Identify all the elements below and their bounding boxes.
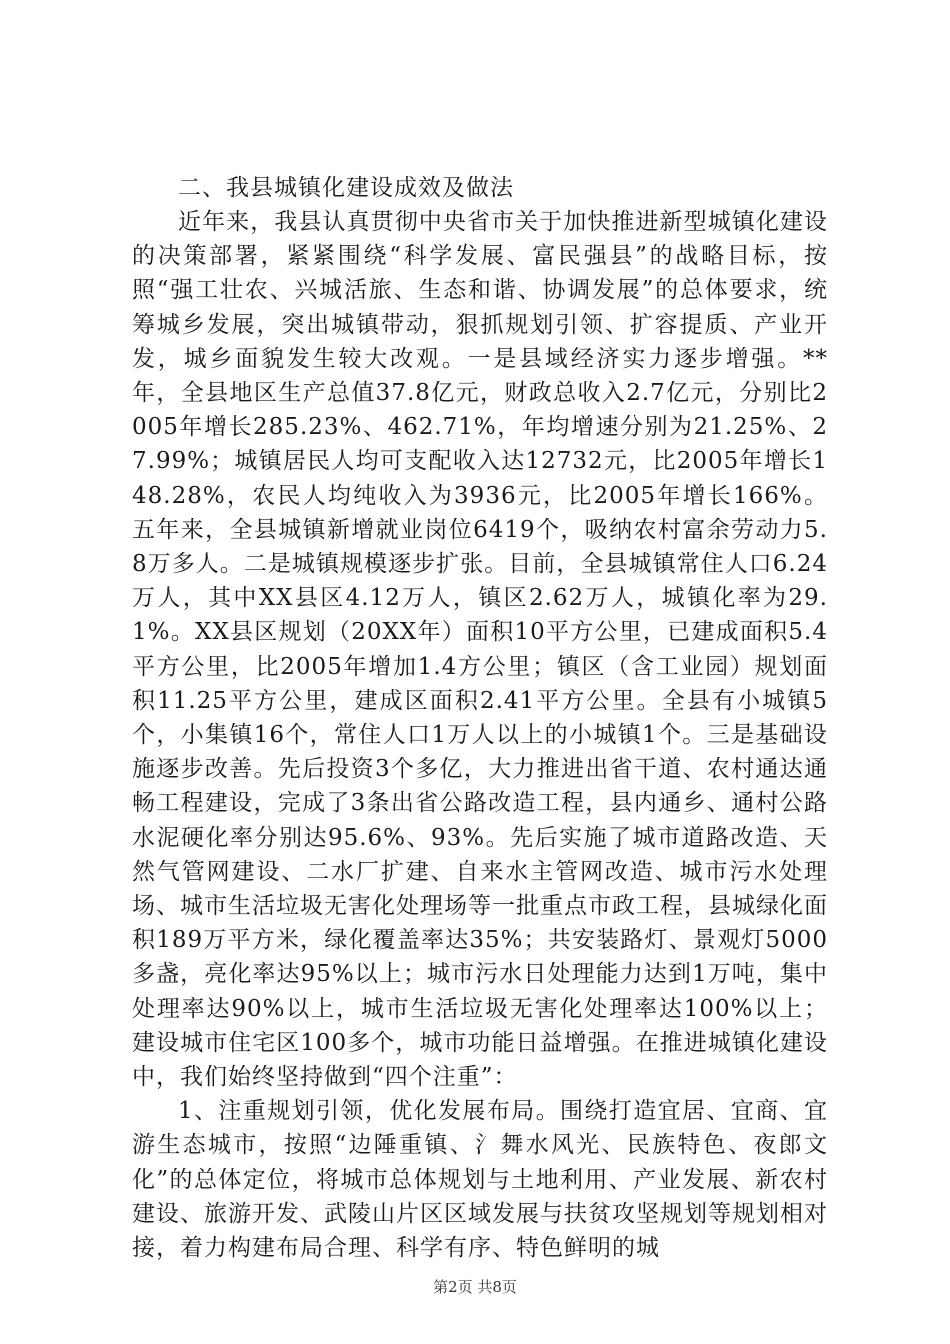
paragraph-planning: 1、注重规划引领，优化发展布局。围绕打造宜居、宜商、宜游生态城市，按照“边陲重镇、氵舞水风光、民族特色、夜郎文化”的总体定位，将城市总体规划与土地利用、产业发展、新农村建设、旅游开发、武陵山片区区域发展与扶贫攻坚规划等规划相对接，着力构建布局合理、科学有序、特色鲜明的城 (132, 1098, 828, 1262)
document-body (132, 172, 828, 1265)
page-footer: 第2页 共8页 (433, 1278, 517, 1296)
paragraph-overview: 近年来，我县认真贯彻中央省市关于加快推进新型城镇化建设的决策部署，紧紧围绕“科学发展、富民强县”的战略目标，按照“强工壮农、兴城活旅、生态和谐、协调发展”的总体要求，统筹城乡发展，突出城镇带动，狠抓规划引领、扩容提质、产业开发，城乡面貌发生较大改观。一是县域经济实力逐步增强。**年，全县地区生产总值37.8亿元，财政总收入2.7亿元，分别比2005年增长285.23%、462.71%，年均增速分别为21.25%、27.99%；城镇居民人均可支配收入达12732元，比2005年增长148.28%，农民人均纯收入为3936元，比2005年增长166%。五年来，全县城镇新增就业岗位6419个，吸纳农村富余劳动力5.8万多人。二是城镇规模逐步扩张。目前，全县城镇常住人口6.24万人，其中XX县区4.12万人，镇区2.62万人，城镇化率为29.1%。XX县区规划（20XX年）面积10平方公里，已建成面积5.4平方公里，比2005年增加1.4方公里；镇区（含工业园）规划面积11.25平方公里，建成区面积2.41平方公里。全县有小城镇5个，小集镇16个，常住人口1万人以上的小城镇1个。三是基础设施逐步改善。先后投资3个多亿，大力推进出省干道、农村通达通畅工程建设，完成了3条出省公路改造工程，县内通乡、通村公路水泥硬化率分别达95.6%、93%。先后实施了城市道路改造、天然气管网建设、二水厂扩建、自来水主管网改造、城市污水处理场、城市生活垃圾无害化处理场等一批重点市政工程，县城绿化面积189万平方米，绿化覆盖率达35%；共安装路灯、景观灯5000多盏，亮化率达95%以上；城市污水日处理能力达到1万吨，集中处理率达90%以上，城市生活垃圾无害化处理率达100%以上；建设城市住宅区100多个，城市功能日益增强。在推进城镇化建设中，我们始终坚持做到“四个注重”： (132, 209, 828, 1091)
section-heading: 二、我县城镇化建设成效及做法 (178, 175, 514, 201)
